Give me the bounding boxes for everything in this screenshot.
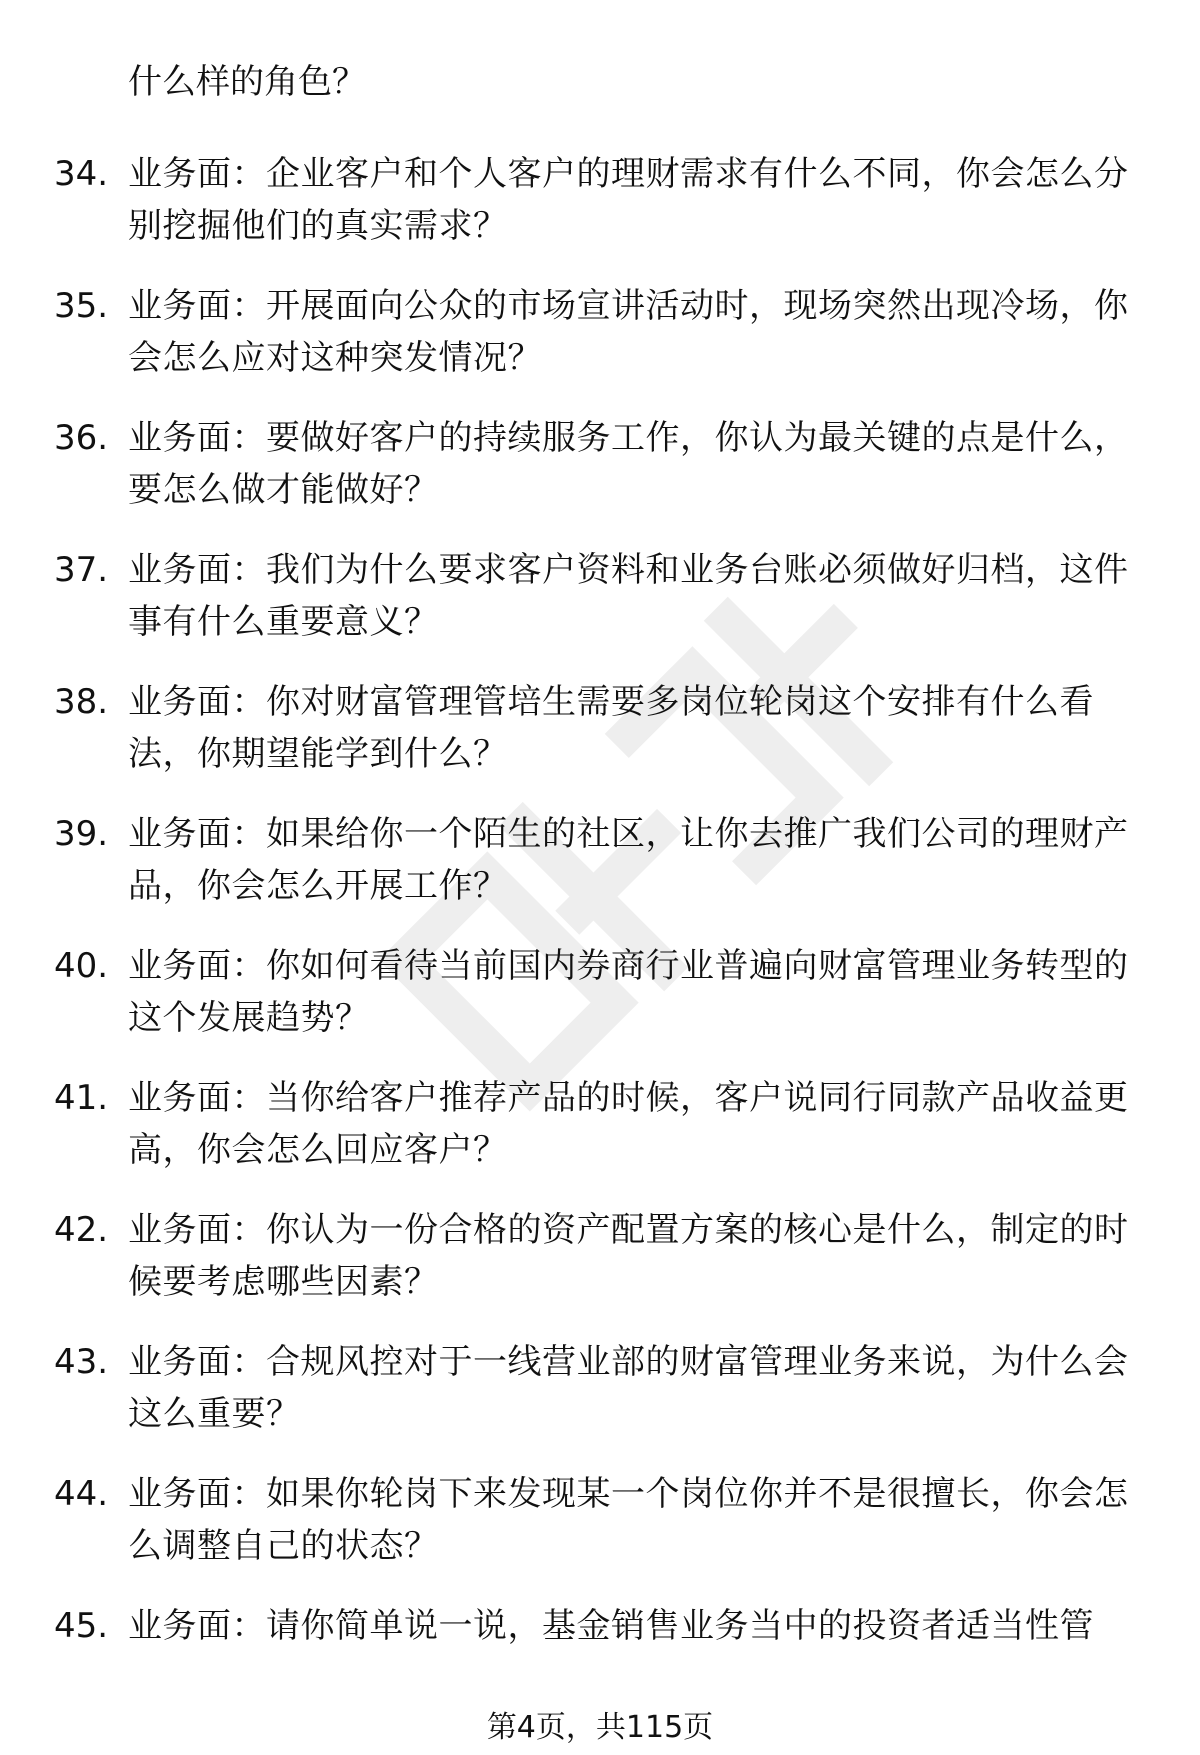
question-text: 业务面：如果给你一个陌生的社区，让你去推广我们公司的理财产品，你会怎么开展工作？ <box>128 814 1129 906</box>
question-item <box>0 1336 1200 1468</box>
question-number: 37. <box>54 550 109 590</box>
question-text: 业务面：当你给客户推荐产品的时候，客户说同行同款产品收益更高，你会怎么回应客户？ <box>128 1078 1129 1170</box>
question-text: 业务面：请你简单说一说，基金销售业务当中的投资者适当性管 <box>128 1606 1094 1646</box>
question-text: 业务面：如果你轮岗下来发现某一个岗位你并不是很擅长，你会怎么调整自己的状态？ <box>128 1474 1129 1566</box>
question-text: 业务面：企业客户和个人客户的理财需求有什么不同，你会怎么分别挖掘他们的真实需求？ <box>128 154 1129 246</box>
question-number: 45. <box>54 1606 109 1646</box>
page-footer: 第4页，共115页 <box>486 1710 714 1745</box>
question-item <box>0 280 1200 412</box>
question-text: 业务面：你对财富管理管培生需要多岗位轮岗这个安排有什么看法，你期望能学到什么？ <box>128 682 1094 774</box>
question-item <box>0 940 1200 1072</box>
question-number: 38. <box>54 682 109 722</box>
question-number: 36. <box>54 418 109 458</box>
question-number: 44. <box>54 1474 109 1514</box>
question-text: 业务面：你如何看待当前国内券商行业普遍向财富管理业务转型的这个发展趋势？ <box>128 946 1129 1038</box>
question-item <box>0 544 1200 676</box>
question-text: 业务面：要做好客户的持续服务工作，你认为最关键的点是什么，要怎么做才能做好？ <box>128 418 1129 510</box>
question-item <box>0 808 1200 940</box>
question-text: 业务面：你认为一份合格的资产配置方案的核心是什么，制定的时候要考虑哪些因素？ <box>128 1210 1129 1302</box>
question-number: 39. <box>54 814 109 854</box>
question-item <box>0 676 1200 808</box>
question-text: 业务面：合规风控对于一线营业部的财富管理业务来说，为什么会这么重要？ <box>128 1342 1129 1434</box>
question-item <box>0 148 1200 280</box>
continuation-text: 什么样的角色？ <box>128 62 366 102</box>
question-number: 41. <box>54 1078 109 1118</box>
question-number: 35. <box>54 286 109 326</box>
question-text: 业务面：开展面向公众的市场宣讲活动时，现场突然出现冷场，你会怎么应对这种突发情况？ <box>128 286 1129 378</box>
question-item <box>0 1204 1200 1336</box>
question-number: 40. <box>54 946 109 986</box>
question-number: 34. <box>54 154 109 194</box>
question-item <box>0 1072 1200 1204</box>
question-list <box>0 148 1200 1732</box>
question-item <box>0 1468 1200 1600</box>
question-number: 42. <box>54 1210 109 1250</box>
question-item <box>0 412 1200 544</box>
question-text: 业务面：我们为什么要求客户资料和业务台账必须做好归档，这件事有什么重要意义？ <box>128 550 1129 642</box>
question-number: 43. <box>54 1342 109 1382</box>
